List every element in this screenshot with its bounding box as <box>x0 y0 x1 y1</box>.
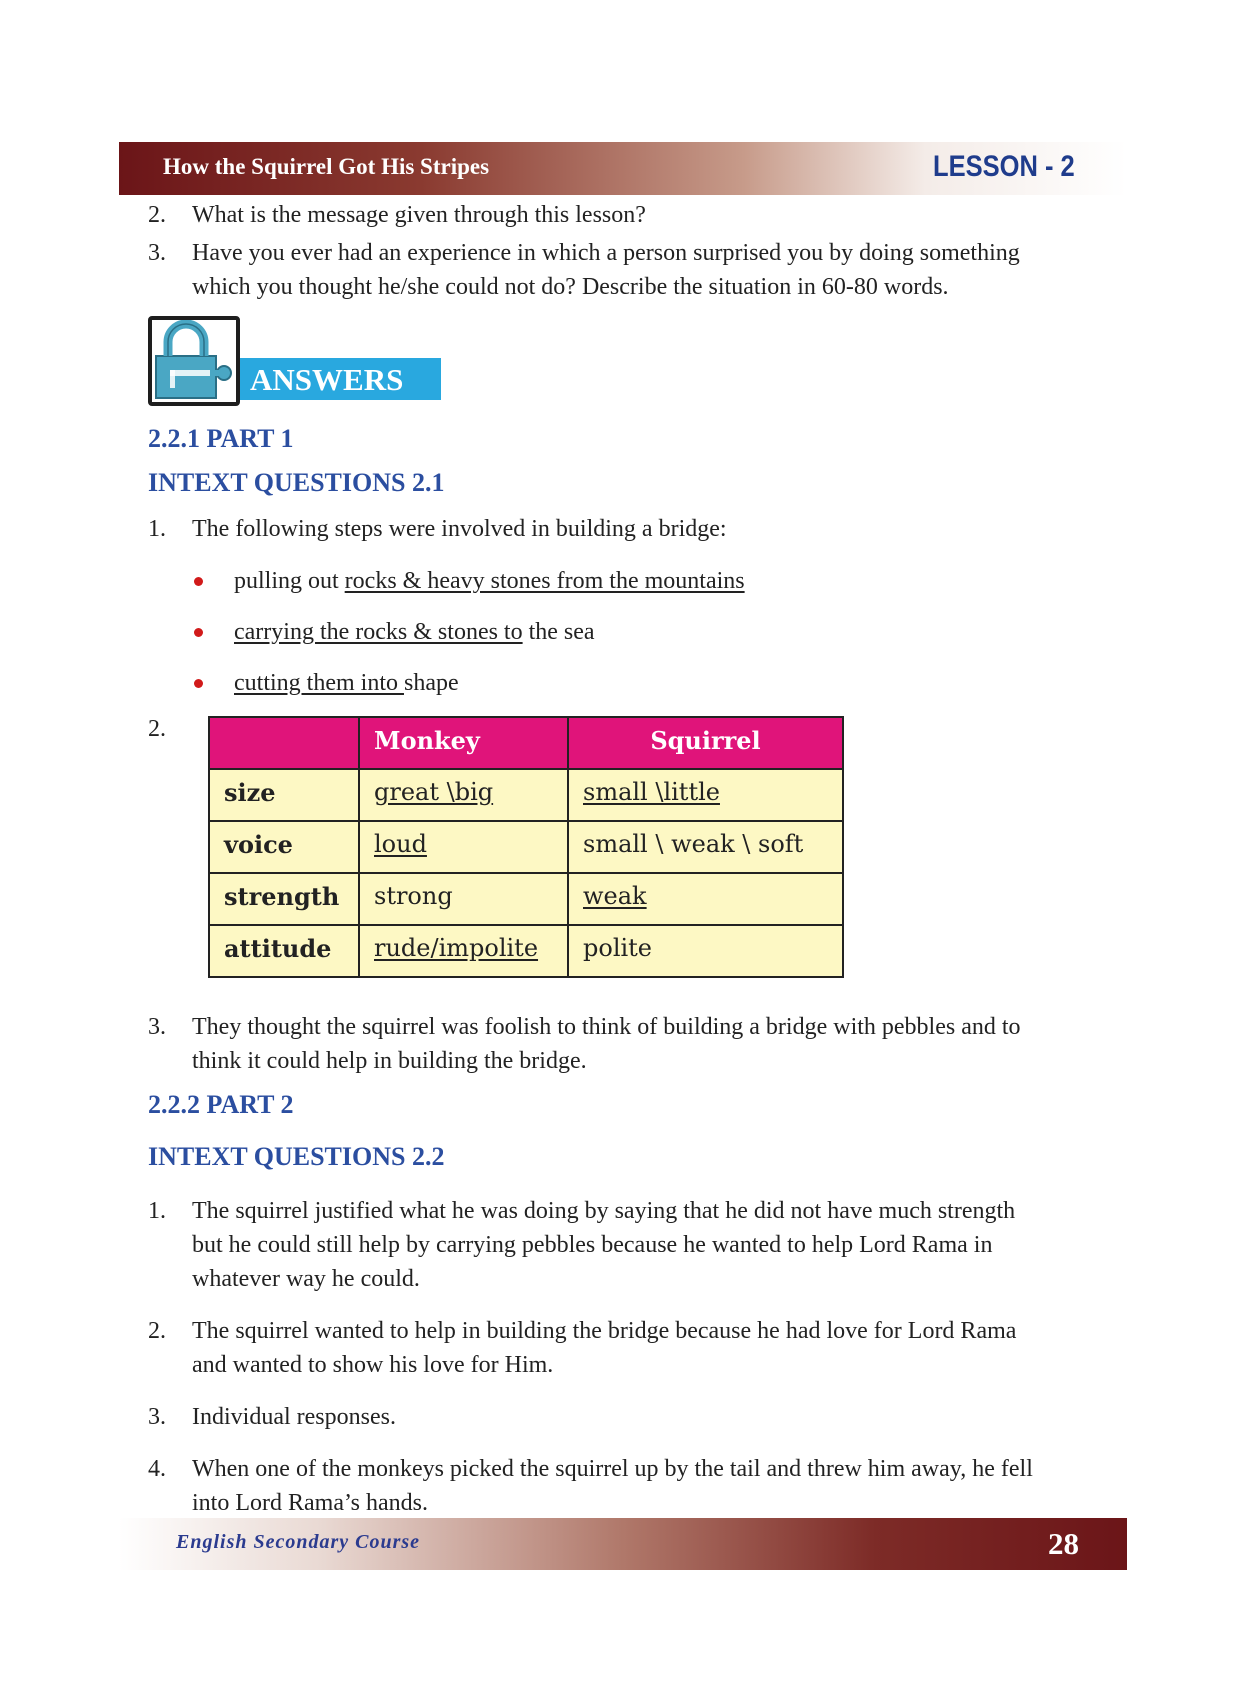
table-header-cell <box>209 717 359 769</box>
bullet-answer: carrying the rocks & stones to <box>234 619 523 645</box>
answer-line: think it could help in building the bridge. <box>192 1048 587 1074</box>
answer-line: whatever way he could. <box>192 1266 420 1292</box>
question-line: What is the message given through this lesson? <box>192 202 646 228</box>
answer-text <box>192 1400 1241 1434</box>
section-subheading: INTEXT QUESTIONS 2.2 <box>148 1142 445 1171</box>
answer-line: The squirrel justified what he was doing by saying that he did not have much strength <box>192 1198 1016 1224</box>
table-row <box>209 925 843 977</box>
footer-course-title: English Secondary Course <box>176 1531 421 1553</box>
answer-line: and wanted to show his love for Him. <box>192 1352 554 1378</box>
question-number: 3. <box>148 240 166 266</box>
bullet-dot <box>194 628 203 637</box>
answer-line: into Lord Rama’s hands. <box>192 1490 428 1516</box>
bullet-plain: pulling out <box>234 568 345 594</box>
table-cell: rude/impolite <box>359 925 568 977</box>
lesson-label: LESSON - 2 <box>933 150 1075 183</box>
answer-line: When one of the monkeys picked the squirrel up by the tail and threw him away, he fell <box>192 1456 1033 1482</box>
bullet-plain: shape <box>403 670 459 696</box>
bullet-answer: rocks & heavy stones from the mountains <box>344 568 745 594</box>
table-header-cell: Monkey <box>359 717 568 769</box>
table-cell: loud <box>359 821 568 873</box>
table-row <box>209 821 843 873</box>
answers-banner-block <box>148 316 448 406</box>
table-cell: strong <box>359 873 568 925</box>
padlock-icon <box>148 316 240 406</box>
table-cell: small \ weak \ soft <box>568 821 843 873</box>
header-title: How the Squirrel Got His Stripes <box>163 154 490 179</box>
bullet-answer: cutting them into <box>234 670 404 696</box>
question-text <box>192 198 1241 232</box>
bullet-text <box>234 564 745 598</box>
answers-banner <box>236 358 441 400</box>
answer-text <box>192 1452 1241 1520</box>
page-footer <box>119 1518 1127 1570</box>
answer-text <box>192 1010 1241 1078</box>
bullet-text <box>234 615 595 649</box>
bullet-plain: the sea <box>522 619 595 645</box>
answer-number: 2. <box>148 716 166 742</box>
comparison-table <box>208 716 844 978</box>
table-header-row <box>209 717 843 769</box>
page-header <box>119 142 1127 195</box>
answer-line: but he could still help by carrying pebbles because he wanted to help Lord Rama in <box>192 1232 993 1258</box>
section-heading: 2.2.2 PART 2 <box>148 1090 294 1119</box>
table-header-cell: Squirrel <box>568 717 843 769</box>
table-cell: polite <box>568 925 843 977</box>
section-heading: 2.2.1 PART 1 <box>148 424 294 453</box>
answer-text: The following steps were involved in building a bridge: <box>192 516 727 542</box>
answer-number: 2. <box>148 1318 166 1344</box>
bullet-text <box>234 666 459 700</box>
table-cell: small \little <box>568 769 843 821</box>
question-line: Have you ever had an experience in which a person surprised you by doing something <box>192 240 1020 266</box>
answer-text <box>192 1194 1241 1296</box>
section-subheading: INTEXT QUESTIONS 2.1 <box>148 468 445 497</box>
table-row <box>209 769 843 821</box>
answer-number: 4. <box>148 1456 166 1482</box>
answer-line: They thought the squirrel was foolish to think of building a bridge with pebbles and to <box>192 1014 1021 1040</box>
answers-label: ANSWERS <box>250 362 404 397</box>
answer-number: 3. <box>148 1014 166 1040</box>
answer-number: 1. <box>148 516 166 542</box>
question-number: 2. <box>148 202 166 228</box>
table-row-label: strength <box>209 873 359 925</box>
answer-line: The squirrel wanted to help in building the bridge because he had love for Lord Rama <box>192 1318 1017 1344</box>
answer-text <box>192 1314 1241 1382</box>
table-row-label: voice <box>209 821 359 873</box>
table-cell: great \big <box>359 769 568 821</box>
table-cell: weak <box>568 873 843 925</box>
table-row <box>209 873 843 925</box>
page-number: 28 <box>1048 1526 1079 1561</box>
bullet-dot <box>194 679 203 688</box>
answer-line: Individual responses. <box>192 1404 396 1430</box>
answer-number: 3. <box>148 1404 166 1430</box>
answer-number: 1. <box>148 1198 166 1224</box>
question-text <box>192 236 1241 304</box>
question-line: which you thought he/she could not do? Describe the situation in 60-80 words. <box>192 274 949 300</box>
table-row-label: size <box>209 769 359 821</box>
bullet-dot <box>194 577 203 586</box>
table-row-label: attitude <box>209 925 359 977</box>
